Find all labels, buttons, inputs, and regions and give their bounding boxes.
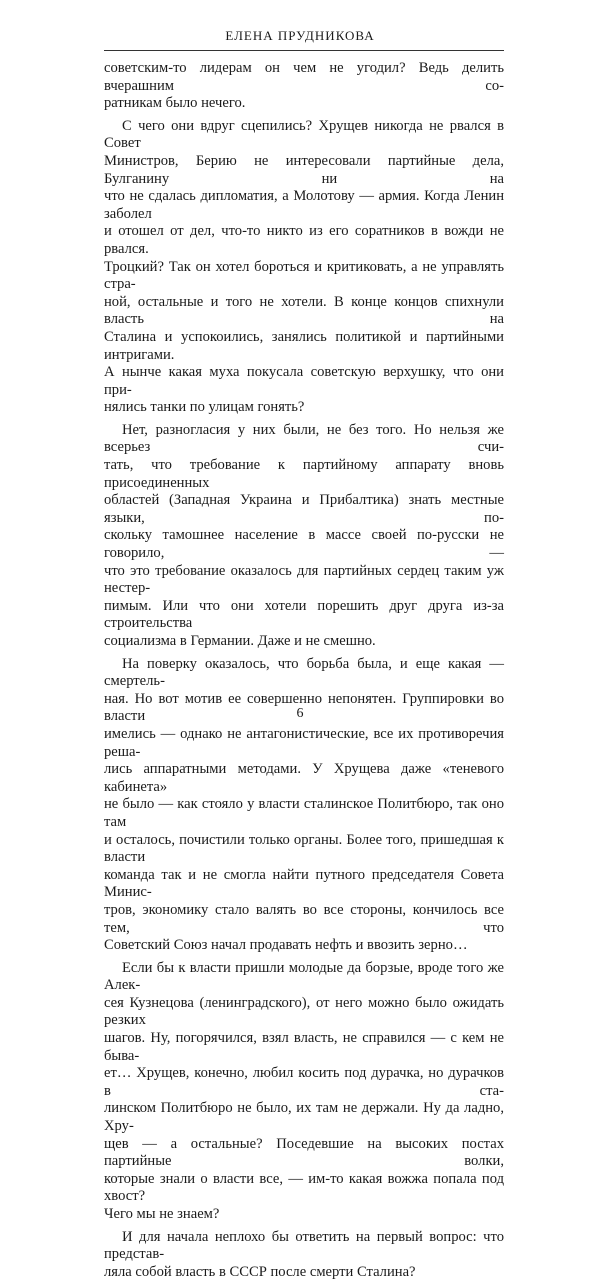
text-line: социализма в Германии. Даже и не смешно. — [104, 633, 376, 649]
paragraph — [104, 960, 504, 1224]
text-line: щев — а остальные? Поседевшие на высоких постах партийные волки, — [104, 1135, 504, 1170]
text-line: что это требование оказалось для партийных сердец таким уж нестер- — [104, 562, 504, 597]
text-line: и отошел от дел, что-то никто из его соратников в вожди не рвался. — [104, 223, 504, 257]
paragraph — [104, 422, 504, 651]
text-line: Если бы к власти пришли молодые да борзые, вроде того же Алек- — [104, 959, 504, 994]
text-line: И для начала неплохо бы ответить на первый вопрос: что представ- — [104, 1228, 504, 1263]
text-line: А нынче какая муха покусала советскую верхушку, что они при- — [104, 364, 504, 398]
text-line: ратникам было нечего. — [104, 95, 246, 112]
text-line: команда так и не смогла найти путного председателя Совета Минис- — [104, 866, 504, 901]
text-line: нялись танки по улицам гонять? — [104, 399, 305, 416]
page-number: 6 — [296, 706, 304, 721]
text-line: ляла собой власть в СССР после смерти Сталина? — [104, 1263, 416, 1280]
text-line: не было — как стояло у власти сталинское Политбюро, так оно там — [104, 796, 504, 830]
text-line: и осталось, почистили только органы. Более того, пришедшая к власти — [104, 831, 504, 866]
paragraph — [104, 1229, 504, 1282]
text-line: Сталина и успокоились, занялись политикой и партийными интригами. — [104, 328, 504, 363]
text-line: советским-то лидерам он чем не угодил? Ведь делить вчерашним со- — [104, 60, 504, 94]
text-line: пимым. Или что они хотели порешить друг друга из-за строительства — [104, 597, 504, 632]
text-line: ной, остальные и того не хотели. В конце концов спихнули власть на — [104, 293, 504, 328]
running-head: ЕЛЕНА ПРУДНИКОВА — [225, 28, 375, 43]
text-line: тать, что требование к партийному аппарату вновь присоединенных — [104, 457, 504, 491]
text-line: имелись — однако не антагонистические, все их противоречия реша- — [104, 725, 504, 760]
text-line: линском Политбюро не было, их там не держали. Ну да ладно, Хру- — [104, 1100, 504, 1135]
text-line: которые знали о власти все, — им-то какая вожжа попала под хвост? — [104, 1170, 504, 1205]
body-text — [104, 60, 504, 1286]
text-line: С чего они вдруг сцепились? Хрущев никогда не рвался в Совет — [104, 117, 504, 152]
paragraph — [104, 60, 504, 113]
text-line: скольку тамошнее население в массе своей по-русски не говорило, — — [104, 527, 504, 562]
text-line: ет… Хрущев, конечно, любил косить под дурачка, но дурачков в ста- — [104, 1065, 504, 1099]
text-line: Министров, Берию не интересовали партийные дела, Булганину ни на — [104, 152, 504, 187]
text-line: Советский Союз начал продавать нефть и ввозить зерно… — [104, 937, 468, 954]
text-line: областей (Западная Украина и Прибалтика) знать местные языки, по- — [104, 492, 504, 526]
header-rule — [104, 50, 504, 51]
paragraph — [104, 118, 504, 417]
text-line: тров, экономику стало валять во все стороны, кончилось все тем, что — [104, 901, 504, 936]
text-line: шагов. Ну, погорячился, взял власть, не справился — с кем не быва- — [104, 1030, 504, 1064]
text-line: что не сдалась дипломатия, а Молотову — армия. Когда Ленин заболел — [104, 188, 504, 222]
text-line: лись аппаратными методами. У Хрущева даже «теневого кабинета» — [104, 761, 504, 795]
text-line: Чего мы не знаем? — [104, 1206, 220, 1222]
text-line: На поверку оказалось, что борьба была, и еще какая — смертель- — [104, 655, 504, 690]
paragraph — [104, 656, 504, 955]
text-line: сея Кузнецова (ленинградского), от него можно было ожидать резких — [104, 994, 504, 1029]
text-line: Троцкий? Так он хотел бороться и критиковать, а не управлять стра- — [104, 258, 504, 293]
text-line: ная. Но вот мотив ее совершенно непонятен. Группировки во власти — [104, 690, 504, 725]
text-line: Нет, разногласия у них были, не без того. Но нельзя же всерьез счи- — [104, 421, 504, 456]
